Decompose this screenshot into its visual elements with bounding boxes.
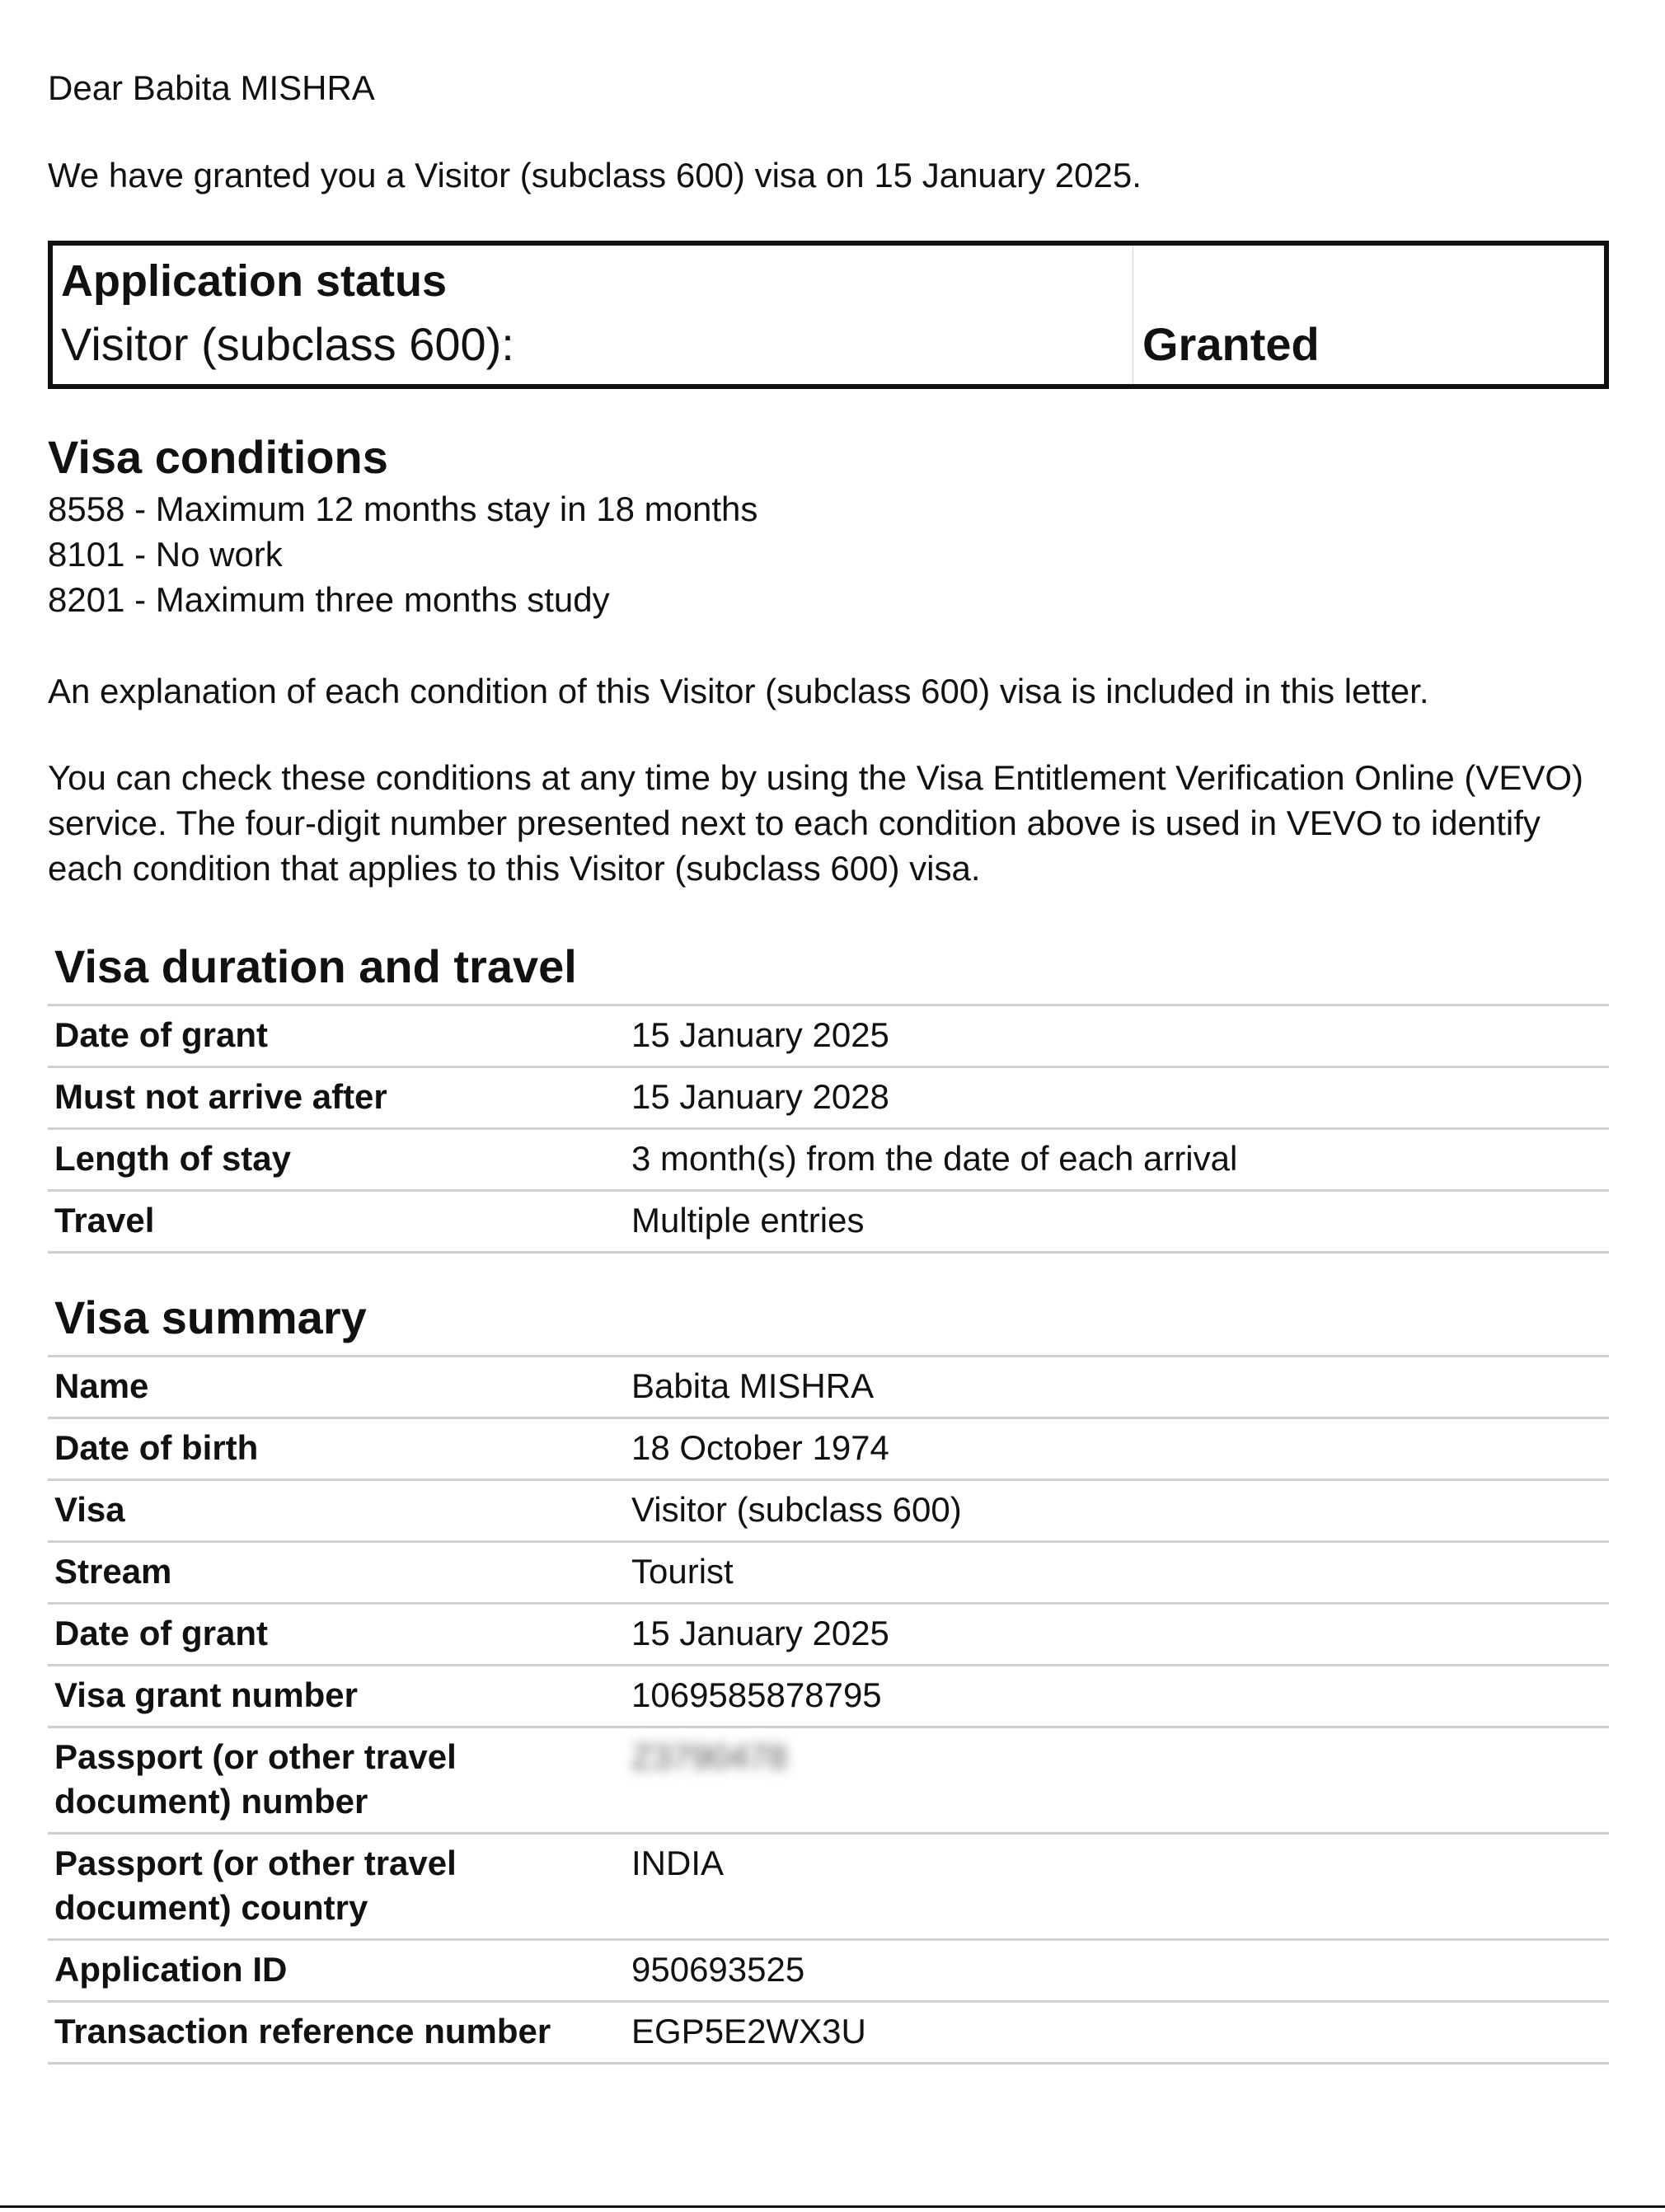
condition-item: 8558 - Maximum 12 months stay in 18 months <box>48 490 758 528</box>
condition-item: 8201 - Maximum three months study <box>48 580 610 619</box>
table-row <box>48 1604 1609 1666</box>
row-value: Multiple entries <box>631 1201 865 1240</box>
row-value: 1069585878795 <box>631 1675 882 1714</box>
condition-item: 8101 - No work <box>48 535 283 574</box>
row-label: Date of birth <box>54 1428 259 1467</box>
application-status-value: Granted <box>1142 318 1320 370</box>
application-status-visa: Visitor (subclass 600): <box>61 318 514 370</box>
table-row <box>48 1480 1609 1542</box>
grant-statement: We have granted you a Visitor (subclass 600) visa on 15 January 2025. <box>48 156 1142 194</box>
row-label: Must not arrive after <box>54 1077 387 1116</box>
table-row <box>48 1005 1609 1067</box>
redacted-value: Z3790478 <box>631 1737 788 1776</box>
row-value: 15 January 2025 <box>631 1614 889 1652</box>
table-row <box>48 1418 1609 1480</box>
row-label: Stream <box>54 1552 172 1591</box>
passport-number-redacted <box>625 1727 1609 1834</box>
row-value: EGP5E2WX3U <box>631 2012 866 2050</box>
application-status-title: Application status <box>61 256 448 306</box>
row-value: 15 January 2025 <box>631 1015 889 1054</box>
conditions-explanation: An explanation of each condition of this Visitor (subclass 600) visa is included in this letter. <box>48 672 1429 710</box>
row-label: Name <box>54 1366 149 1405</box>
row-value: Tourist <box>631 1552 734 1591</box>
table-row <box>48 1834 1609 1940</box>
row-value: INDIA <box>631 1844 725 1882</box>
visa-summary-heading: Visa summary <box>54 1291 367 1343</box>
row-label: Date of grant <box>54 1614 269 1652</box>
row-label: Transaction reference number <box>54 2012 551 2050</box>
row-label: Application ID <box>54 1950 288 1989</box>
table-row <box>48 2002 1609 2064</box>
visa-duration-heading: Visa duration and travel <box>54 940 577 992</box>
row-value: 3 month(s) from the date of each arrival <box>631 1139 1238 1178</box>
table-row <box>48 1940 1609 2002</box>
row-label: Date of grant <box>54 1015 269 1054</box>
visa-summary-table <box>48 1355 1609 2064</box>
row-label: Visa grant number <box>54 1675 358 1714</box>
greeting: Dear Babita MISHRA <box>48 68 375 107</box>
table-row <box>48 1357 1609 1418</box>
table-row <box>48 1727 1609 1834</box>
table-row <box>48 1666 1609 1727</box>
table-row <box>48 1542 1609 1604</box>
table-row <box>48 1067 1609 1129</box>
row-value: Visitor (subclass 600) <box>631 1490 962 1529</box>
table-row <box>48 1129 1609 1191</box>
row-label: Length of stay <box>54 1139 292 1178</box>
row-value: Babita MISHRA <box>631 1366 875 1405</box>
row-value: 18 October 1974 <box>631 1428 889 1467</box>
table-row <box>48 1191 1609 1253</box>
visa-conditions-heading: Visa conditions <box>48 431 388 483</box>
row-label: Passport (or other travel document) country <box>54 1844 457 1927</box>
visa-duration-table <box>48 1004 1609 1254</box>
vevo-note: You can check these conditions at any time by using the Visa Entitlement Verification Online (VEVO) service. The four-digit number presented next to each condition above is used in VEVO to identify each condition that applies to this Visitor (subclass 600) visa. <box>48 758 1584 888</box>
visa-conditions-list <box>48 486 757 622</box>
row-value: 950693525 <box>631 1950 805 1989</box>
row-label: Passport (or other travel document) number <box>54 1737 457 1821</box>
application-status-box <box>48 241 1609 389</box>
row-label: Travel <box>54 1201 155 1240</box>
row-label: Visa <box>54 1490 125 1529</box>
page-bottom-rule <box>0 2205 1665 2208</box>
row-value: 15 January 2028 <box>631 1077 889 1116</box>
